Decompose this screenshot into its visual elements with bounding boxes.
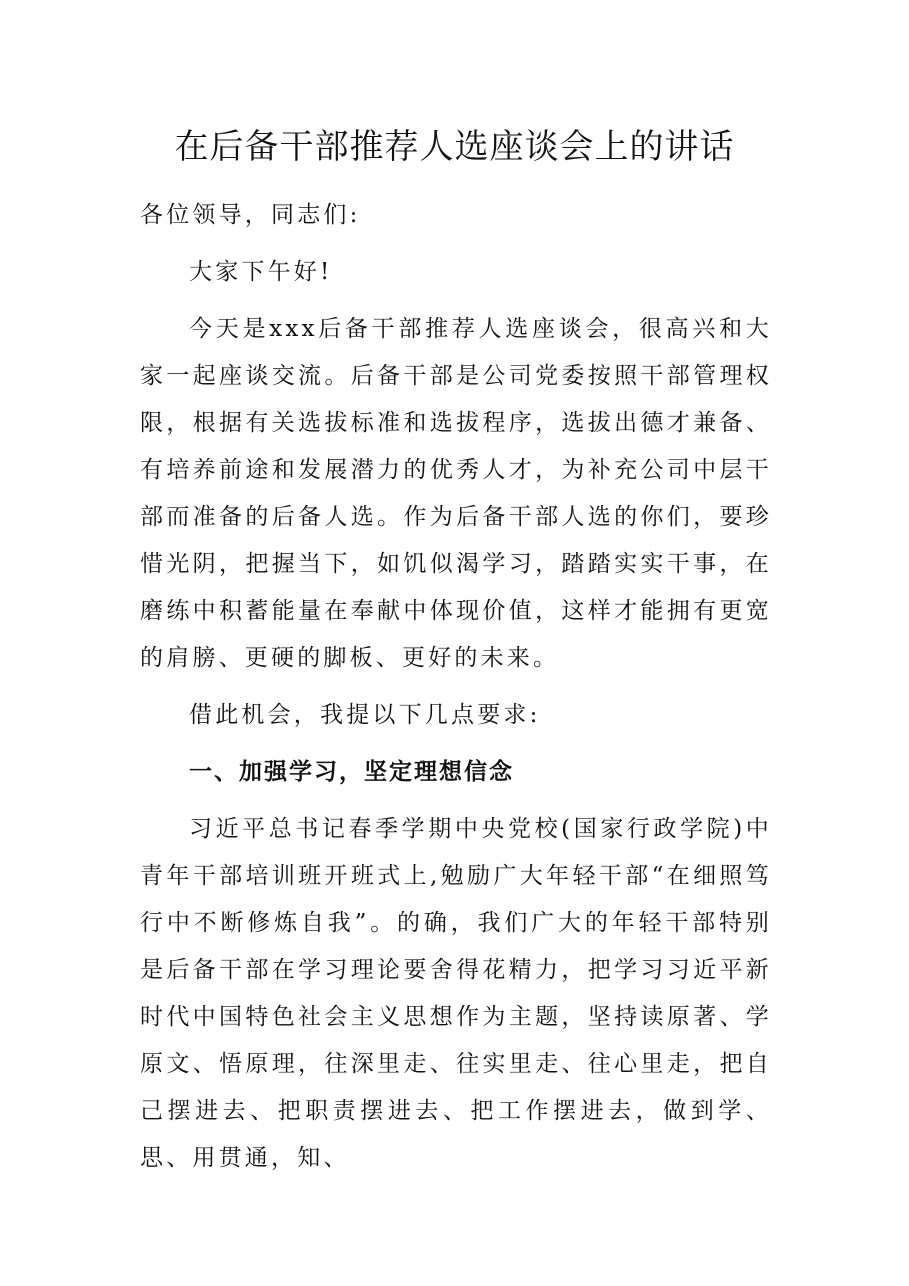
greeting: 大家下午好! (189, 259, 333, 285)
salutation: 各位领导，同志们: (140, 202, 361, 228)
paragraph-requirements-lead: 借此机会，我提以下几点要求: (189, 702, 541, 728)
paragraph-intro: 今天是xxx后备干部推荐人选座谈会，很高兴和大家一起座谈交流。后备干部是公司党委按照干部管理权限，根据有关选拔标准和选拔程序，选拔出德才兼备、有培养前途和发展潜力的优秀人才，为补充公司中层干部而准备的后备人选。作为后备干部人选的你们，要珍惜光阴，把握当下，如饥似渴学习，踏踏实实干事，在磨练中积蓄能量在奉献中体现价值，这样才能拥有更宽的肩膀、更硬的脚板、更好的未来。 (140, 316, 772, 671)
paragraph-section-1: 习近平总书记春季学期中央党校(国家行政学院)中青年干部培训班开班式上,勉励广大年轻干部“在细照笃行中不断修炼自我”。的确，我们广大的年轻干部特别是后备干部在学习理论要舍得花精力，把学习习近平新时代中国特色社会主义思想作为主题，坚持读原著、学原文、悟原理，往深里走、往实里走、往心里走，把自己摆进去、把职责摆进去、把工作摆进去，做到学、思、用贯通，知、 (140, 816, 772, 1171)
document-body (140, 192, 772, 1192)
section-heading-1: 一、加强学习，坚定理想信念 (189, 759, 514, 785)
document-title: 在后备干部推荐人选座谈会上的讲话 (174, 127, 735, 167)
